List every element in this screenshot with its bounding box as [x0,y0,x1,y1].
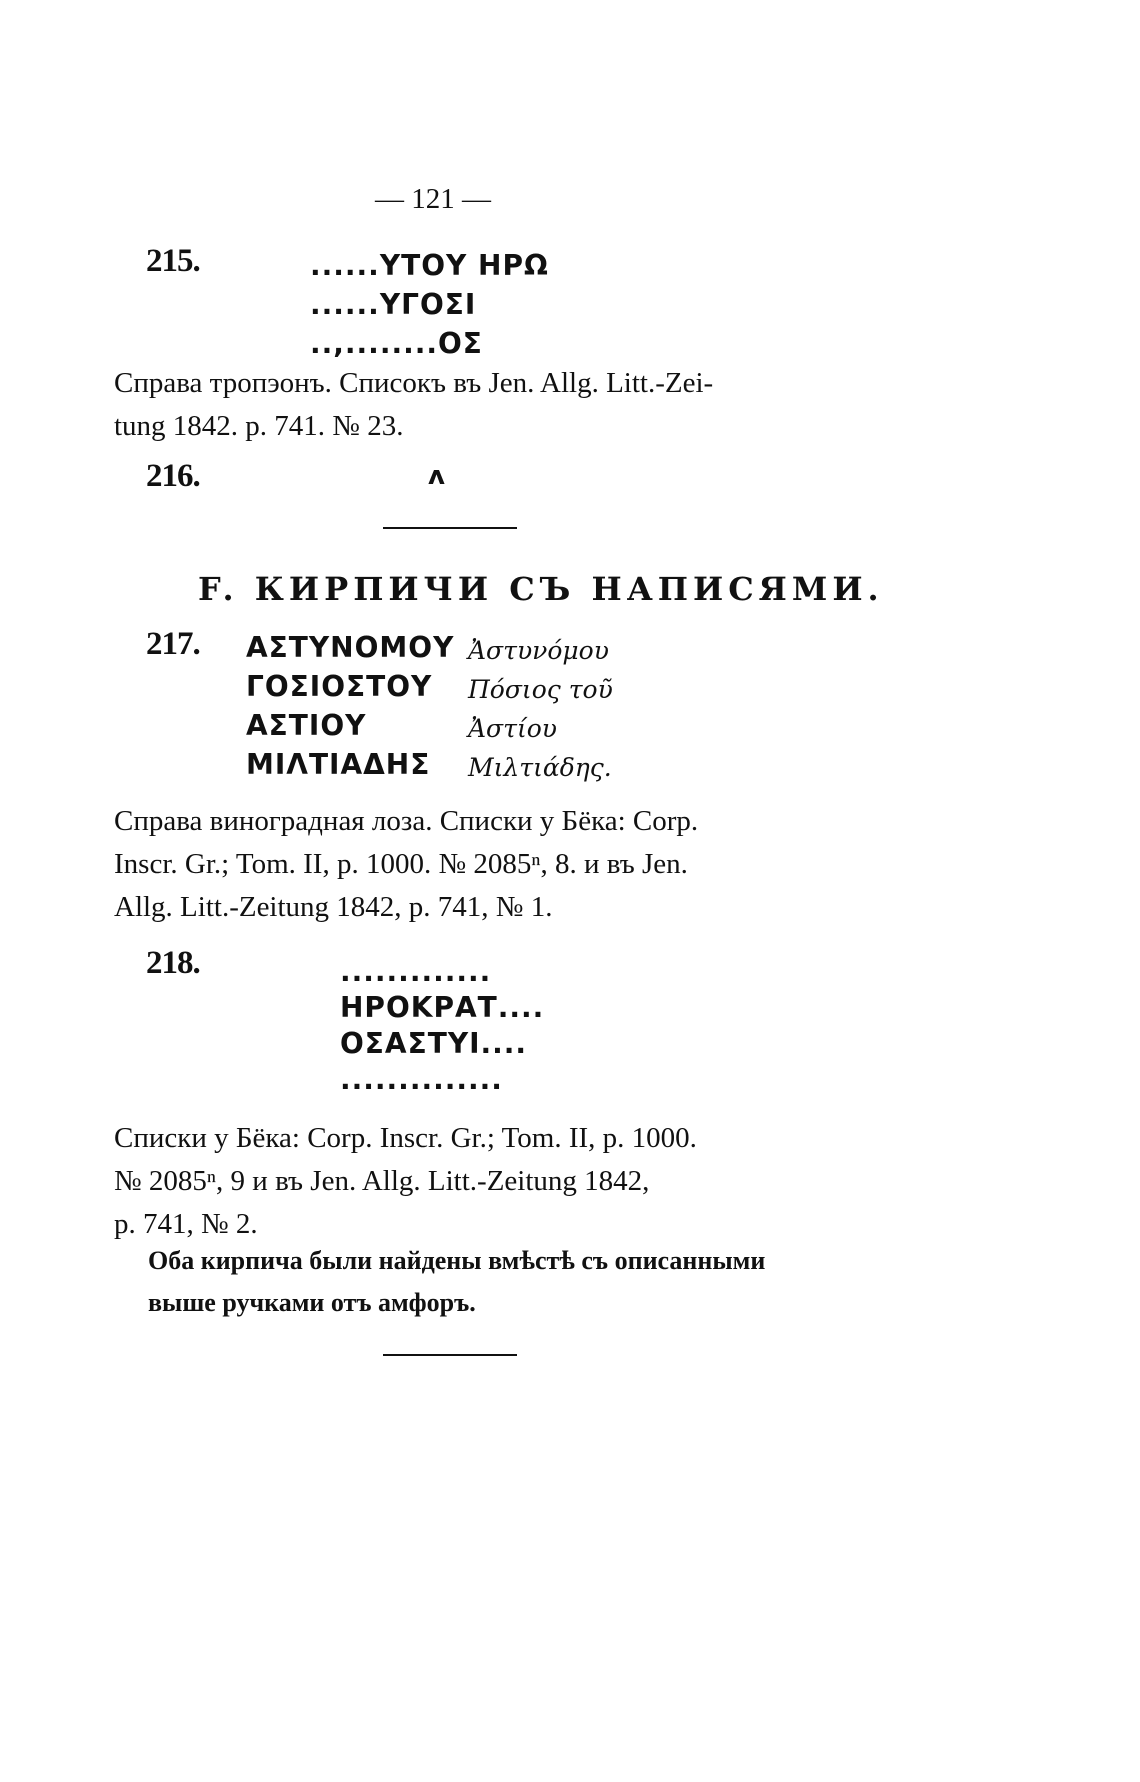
transcription-line: Πόσιος τοῦ [468,675,613,704]
inscription-line: ......ΥΤΟΥ ΗΡΩ [310,249,549,282]
note-217 [114,800,754,929]
note-line: № 2085ⁿ, 9 и въ Jen. Allg. Litt.-Zeitung 1842, [114,1165,650,1197]
note-line: выше ручками отъ амфоръ. [148,1288,476,1317]
inscription-line: .............. [340,1063,503,1096]
inscription-line: ΑΣΤΥΝΟΜΟΥ [246,631,455,664]
inscription-line: ΗΡΟΚΡΑΤ.... [340,991,545,1024]
note-line: Allg. Litt.-Zeitung 1842, p. 741, № 1. [114,891,553,923]
transcription-line: Ἀστυνόμου [468,636,609,665]
note-line: p. 741, № 2. [114,1208,258,1240]
inscription-line: ..,........ΟΣ [310,327,483,360]
entry-number-218: 218. [146,945,200,981]
inscription-symbol-216: ᴧ [428,461,446,491]
inscription-line: ΜΙΛΤΙΑΔΗΣ [246,748,431,781]
section-divider [383,527,517,529]
note-line: Списки у Бёка: Corp. Inscr. Gr.; Tom. II, p. 1000. [114,1122,697,1154]
note-line: Inscr. Gr.; Tom. II, p. 1000. № 2085ⁿ, 8. и въ Jen. [114,848,688,880]
note-line: tung 1842. p. 741. № 23. [114,410,404,442]
inscription-line: ......ΥΓΟΣΙ [310,288,477,321]
section-heading: F. КИРПИЧИ СЪ НАПИСЯМИ. [198,570,884,608]
note-line: Справа виноградная лоза. Списки у Бёка: Corp. [114,805,699,837]
entry-number-217: 217. [146,626,200,662]
note-line: Справа тропэонъ. Списокъ въ Jen. Allg. Litt.-Zei- [114,367,714,399]
inscription-line: ΟΣΑΣΤΥΙ.... [340,1027,528,1060]
inscription-217-caps [246,628,454,784]
inscription-line: ΑΣΤΙΟΥ [246,709,367,742]
note-218-findspot [148,1240,788,1324]
end-divider [383,1354,517,1356]
note-line: Оба кирпича были найдены вмѣстѣ съ описанными [148,1246,766,1275]
entry-number-215: 215. [146,243,200,279]
inscription-line: ............. [340,955,492,988]
note-215 [114,362,754,448]
inscription-218 [340,954,544,1098]
page-number: — 121 — [375,183,491,215]
note-218 [114,1117,754,1246]
entry-number-216: 216. [146,458,200,494]
transcription-line: Ἀστίου [468,714,558,743]
inscription-215 [310,246,549,363]
inscription-217-transcription [468,631,613,787]
inscription-line: ΓΟΣΙΟΣΤΟΥ [246,670,433,703]
transcription-line: Μιλτιάδης. [468,753,612,782]
